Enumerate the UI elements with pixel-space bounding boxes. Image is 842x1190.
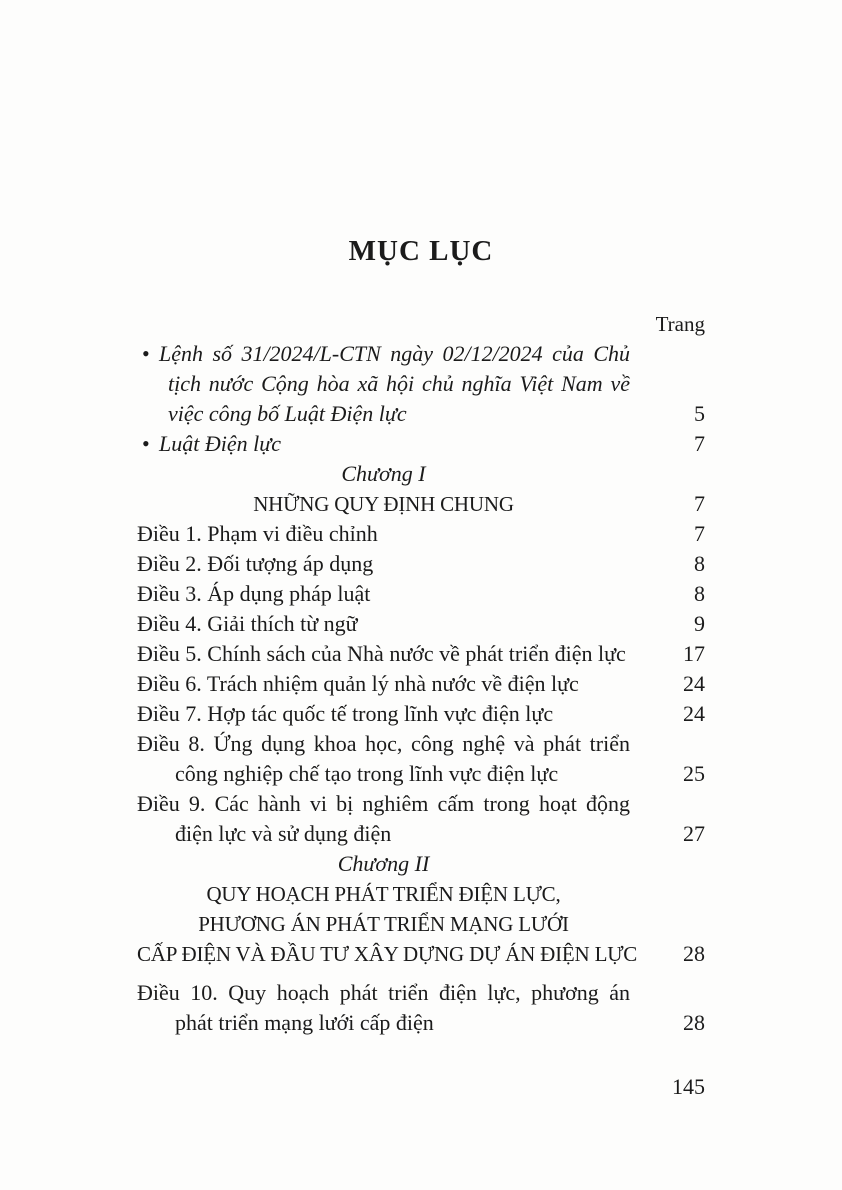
toc-entry-line: Điều 10. Quy hoạch phát triển điện lực, phương án — [137, 980, 630, 1005]
toc-entry-line: Điều 3. Áp dụng pháp luật — [137, 581, 371, 606]
toc-entry — [137, 669, 705, 699]
toc-entry-line: QUY HOẠCH PHÁT TRIỂN ĐIỆN LỰC, — [206, 882, 561, 906]
toc-entry — [137, 339, 705, 429]
toc-entry-line: Điều 4. Giải thích từ ngữ — [137, 611, 358, 636]
toc-entry-line: điện lực và sử dụng điện — [175, 821, 392, 846]
toc-entry-page-number: 25 — [683, 761, 705, 786]
toc-entry-line: Điều 5. Chính sách của Nhà nước về phát triển điện lực — [137, 641, 626, 666]
bullet-icon: • — [142, 341, 150, 366]
toc-entry-line: NHỮNG QUY ĐỊNH CHUNG — [253, 492, 514, 516]
toc-entry-line: PHƯƠNG ÁN PHÁT TRIỂN MẠNG LƯỚI — [198, 912, 569, 936]
toc-entry-line: • Luật Điện lực — [168, 429, 630, 459]
toc-entry — [137, 849, 705, 879]
toc-entry-line: Chương I — [341, 461, 426, 486]
toc-entry-page-number: 28 — [683, 1010, 705, 1035]
toc-entry-line: Điều 7. Hợp tác quốc tế trong lĩnh vực điện lực — [137, 701, 554, 726]
toc-entry — [137, 429, 705, 459]
toc-entry-page-number: 17 — [683, 641, 705, 666]
toc-entry — [137, 699, 705, 729]
toc-entry-line: Điều 8. Ứng dụng khoa học, công nghệ và phát triển — [137, 731, 630, 756]
toc-entry-line: phát triển mạng lưới cấp điện — [175, 1010, 434, 1035]
toc-entry-page-number: 8 — [694, 581, 705, 606]
toc-entry — [137, 789, 705, 849]
toc-entry-page-number: 24 — [683, 701, 705, 726]
toc-entry — [137, 579, 705, 609]
toc-entry-line: công nghiệp chế tạo trong lĩnh vực điện lực — [175, 761, 559, 786]
toc-entry — [137, 879, 705, 969]
toc-entry-page-number: 28 — [683, 941, 705, 966]
toc-entry — [137, 519, 705, 549]
toc-entry-line: Điều 2. Đối tượng áp dụng — [137, 551, 374, 576]
bullet-icon: • — [142, 431, 150, 456]
toc-entry — [137, 639, 705, 669]
toc-entry-page-number: 8 — [694, 551, 705, 576]
toc-entry-page-number: 9 — [694, 611, 705, 636]
page-column-header: Trang — [655, 312, 705, 336]
toc-entry — [137, 489, 705, 519]
toc-entry-page-number: 7 — [694, 431, 705, 456]
toc-list — [137, 339, 705, 1038]
toc-entry-page-number: 27 — [683, 821, 705, 846]
toc-entry-page-number: 7 — [694, 521, 705, 546]
toc-entry — [137, 459, 705, 489]
toc-entry-line: Điều 9. Các hành vi bị nghiêm cấm trong hoạt động — [137, 791, 630, 816]
toc-entry-line: CẤP ĐIỆN VÀ ĐẦU TƯ XÂY DỰNG DỰ ÁN ĐIỆN LỰC — [137, 942, 638, 966]
toc-entry-line: Điều 6. Trách nhiệm quản lý nhà nước về điện lực — [137, 671, 579, 696]
toc-entry-line: • Lệnh số 31/2024/L-CTN ngày 02/12/2024 của Chủ — [168, 339, 630, 369]
toc-entry-line: Điều 1. Phạm vi điều chỉnh — [137, 521, 378, 546]
toc-entry — [137, 729, 705, 789]
toc-content — [137, 0, 705, 1102]
toc-entry-line: tịch nước Cộng hòa xã hội chủ nghĩa Việt Nam về — [168, 371, 630, 396]
toc-entry-page-number: 7 — [694, 491, 705, 516]
toc-entry-line: việc công bố Luật Điện lực — [168, 401, 407, 426]
toc-entry — [137, 549, 705, 579]
toc-entry — [137, 609, 705, 639]
toc-entry-page-number: 5 — [694, 401, 705, 426]
toc-entry-line: Chương II — [337, 851, 430, 876]
page-title: MỤC LỤC — [348, 235, 494, 267]
folio-page-number: 145 — [672, 1074, 705, 1099]
toc-entry — [137, 978, 705, 1038]
toc-entry-page-number: 24 — [683, 671, 705, 696]
